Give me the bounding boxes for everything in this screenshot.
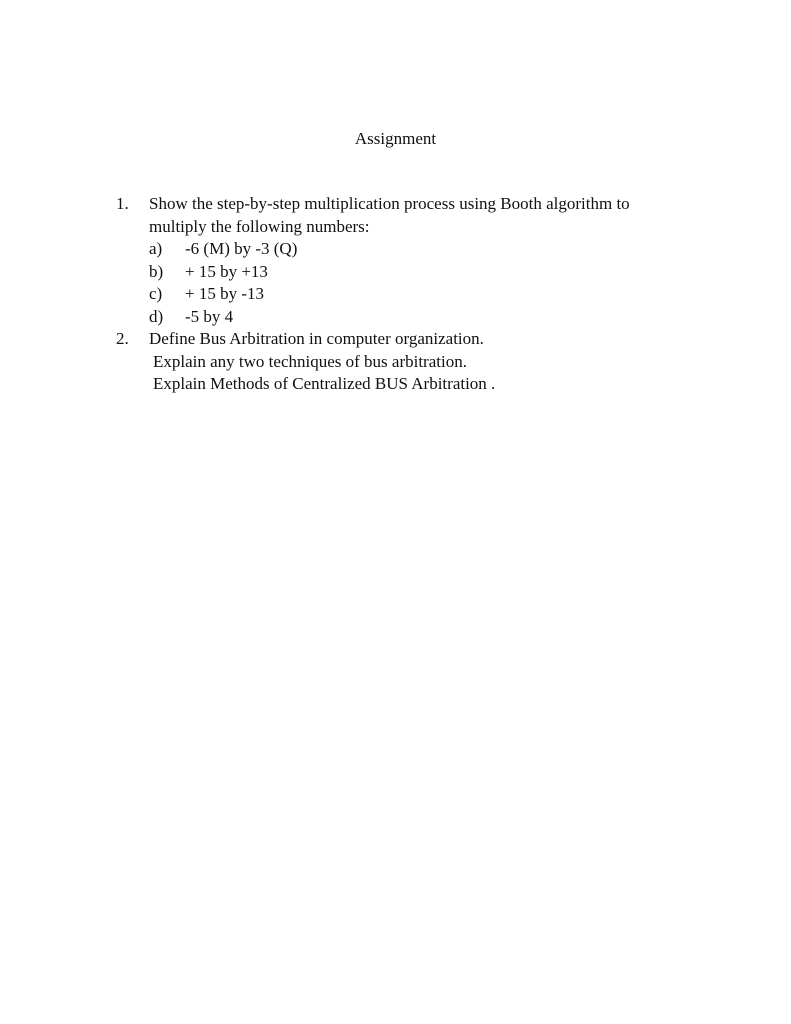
- question-body: [149, 193, 630, 328]
- question-line: Explain any two techniques of bus arbitration.: [153, 351, 467, 371]
- sub-item-label: d): [149, 306, 164, 326]
- sub-item-text: + 15 by +13: [185, 261, 268, 281]
- question-body: [149, 328, 495, 396]
- question-1: [116, 193, 716, 333]
- sub-item-label: c): [149, 284, 163, 303]
- sub-item-label: a): [149, 239, 163, 258]
- document-title: Assignment: [354, 129, 437, 148]
- sub-item-b: [149, 261, 630, 284]
- sub-item-text: -6 (M) by -3 (Q): [185, 239, 298, 258]
- question-line: Define Bus Arbitration in computer organization.: [149, 329, 484, 348]
- sub-item-c: [149, 283, 630, 306]
- question-line: Show the step-by-step multiplication process using Booth algorithm to: [149, 194, 630, 213]
- question-line: multiply the following numbers:: [149, 216, 370, 236]
- sub-item-d: [149, 306, 630, 329]
- sub-item-text: + 15 by -13: [185, 284, 264, 303]
- question-number: 1.: [116, 194, 129, 213]
- question-number: 2.: [116, 329, 129, 348]
- question-2: [116, 328, 716, 408]
- sub-item-text: -5 by 4: [185, 306, 234, 326]
- sub-item-label: b): [149, 261, 164, 281]
- sub-item-a: [149, 238, 630, 261]
- question-line: Explain Methods of Centralized BUS Arbitration .: [153, 374, 496, 393]
